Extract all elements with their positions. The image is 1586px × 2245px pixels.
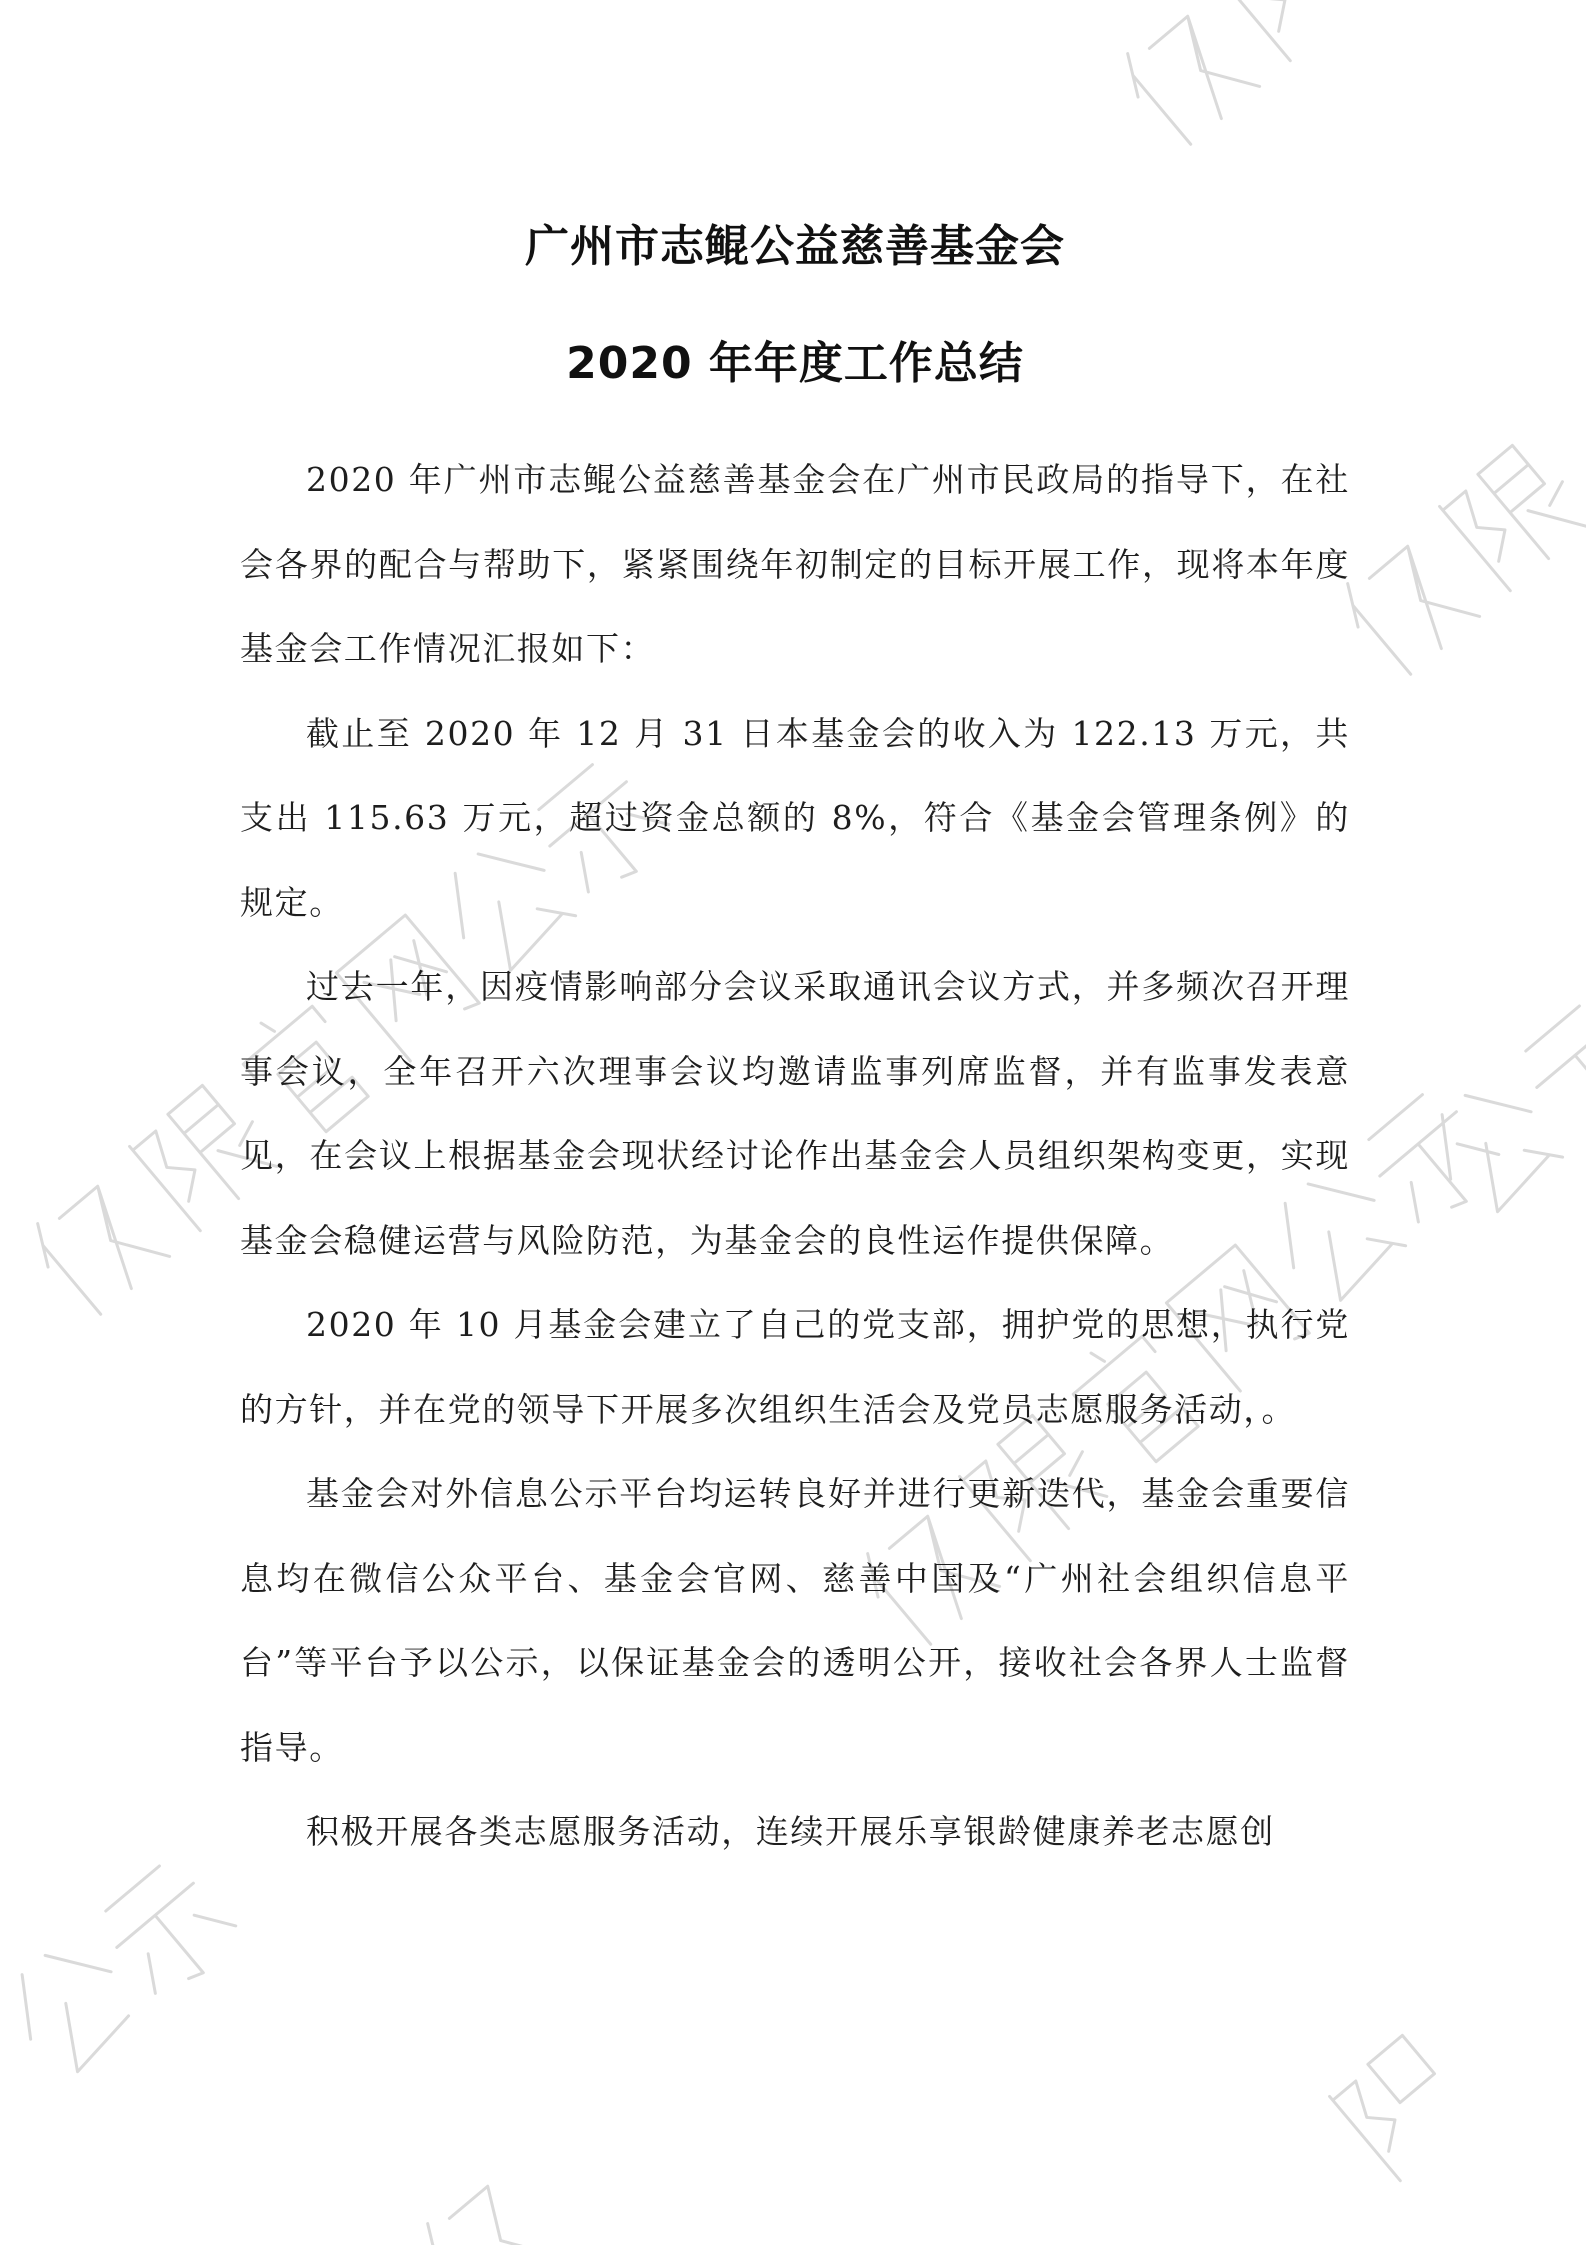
document-title-line2: 2020 年年度工作总结 <box>566 338 1024 389</box>
paragraph-intro: 2020 年广州市志鲲公益慈善基金会在广州市民政局的指导下，在社会各界的配合与帮助下，紧紧围绕年初制定的目标开展工作，现将本年度基金会工作情况汇报如下： <box>240 460 1350 668</box>
paragraph-volunteer: 积极开展各类志愿服务活动，连续开展乐享银龄健康养老志愿创 <box>306 1812 1275 1851</box>
paragraph-disclosure: 基金会对外信息公示平台均运转良好并进行更新迭代，基金会重要信息均在微信公众平台、基金会官网、慈善中国及“广州社会组织信息平台”等平台予以公示，以保证基金会的透明公开，接收社会各界人士监督指导。 <box>240 1474 1350 1767</box>
paragraph-meetings: 过去一年，因疫情影响部分会议采取通讯会议方式，并多频次召开理事会议，全年召开六次理事会议均邀请监事列席监督，并有监事发表意见，在会议上根据基金会现状经讨论作出基金会人员组织架构变更，实现基金会稳健运营与风险防范，为基金会的良性运作提供保障。 <box>240 967 1350 1260</box>
paragraph-finance: 截止至 2020 年 12 月 31 日本基金会的收入为 122.13 万元，共支出 115.63 万元，超过资金总额的 8%，符合《基金会管理条例》的规定。 <box>240 713 1350 922</box>
document-body <box>240 438 1350 1875</box>
document-content <box>240 205 1350 1875</box>
paragraph-party-branch: 2020 年 10 月基金会建立了自己的党支部，拥护党的思想，执行党的方针，并在党的领导下开展多次组织生活会及党员志愿服务活动，。 <box>240 1305 1350 1429</box>
document-title-line1: 广州市志鲲公益慈善基金会 <box>525 221 1065 272</box>
